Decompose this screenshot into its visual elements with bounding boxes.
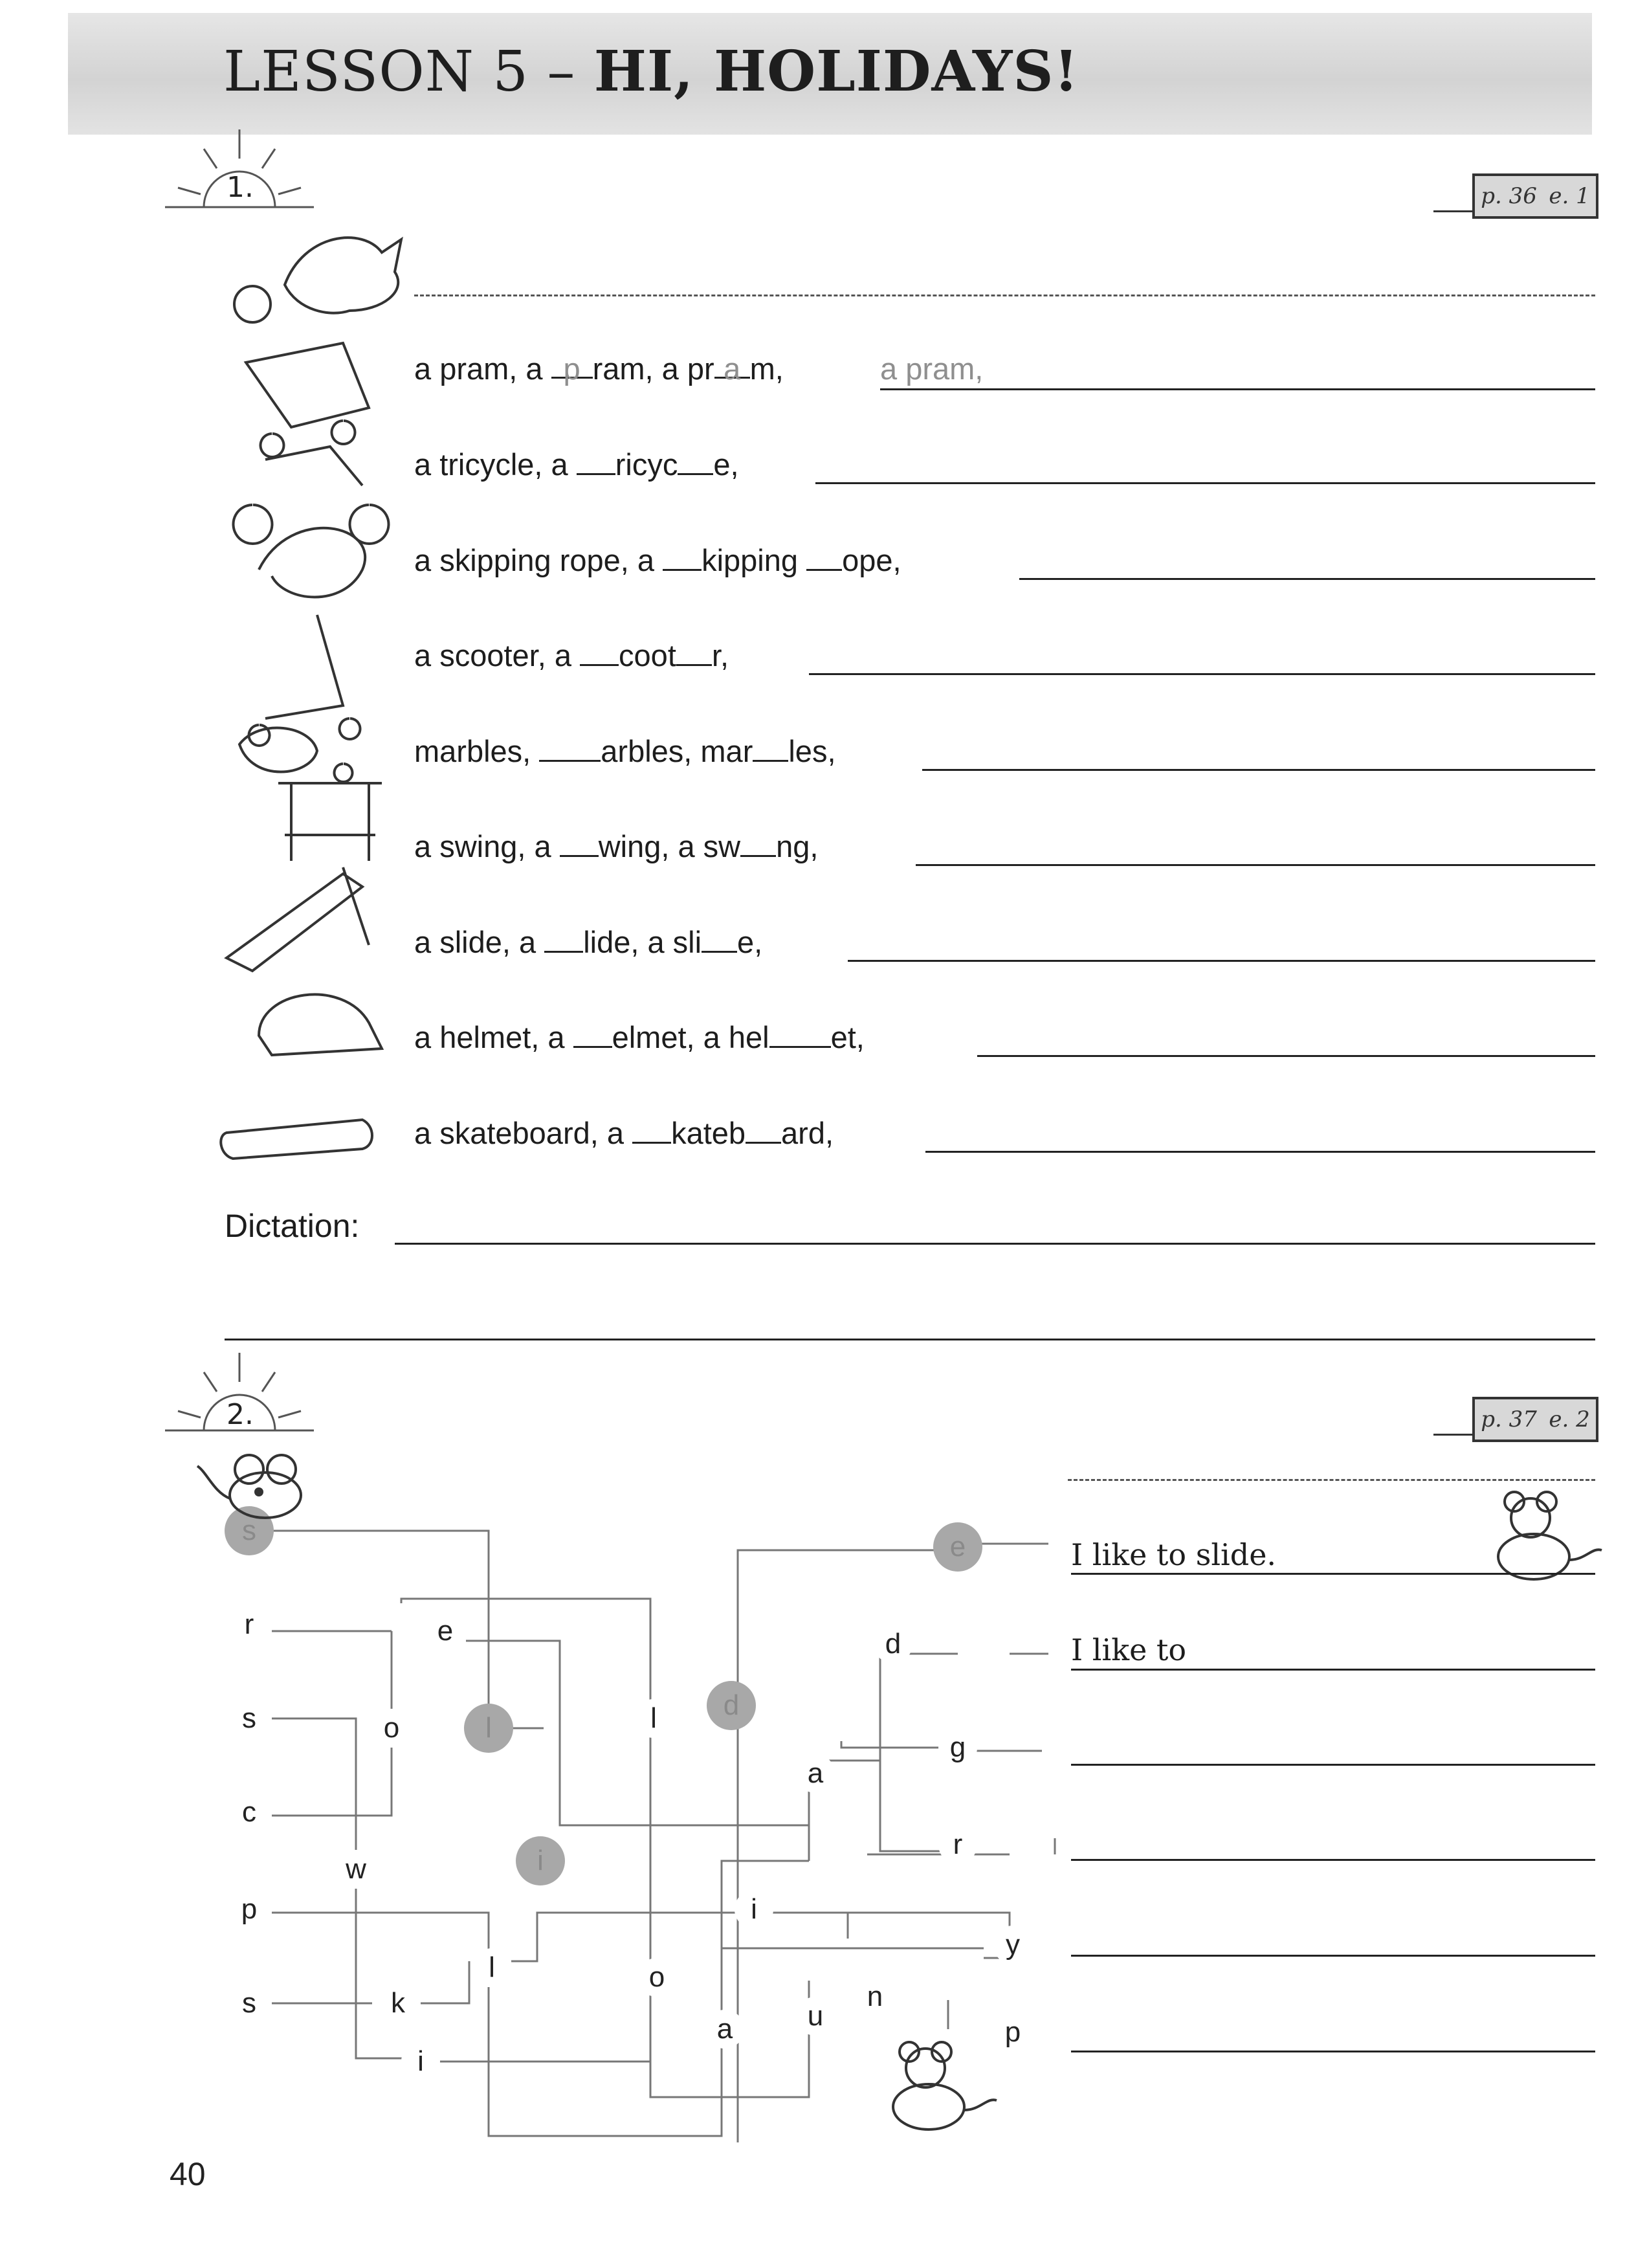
maze-letter: s <box>230 1699 269 1738</box>
title-main: HI, HOLIDAYS! <box>593 39 1079 104</box>
maze-letter: o <box>637 1958 676 1997</box>
ref-2-page: p. 37 <box>1481 1406 1537 1432</box>
ex2-prompt-sentence: I like to <box>1071 1632 1187 1667</box>
ex1-row-3: a skipping rope, a kipping ope, <box>414 543 901 577</box>
ref-2-ex: e. 2 <box>1549 1406 1590 1432</box>
ex1-row-1-sample-answer: a pram, <box>880 351 984 386</box>
maze-letter: l <box>472 1948 511 1987</box>
ex1-row-9: a skateboard, a kateb ard, <box>414 1116 834 1150</box>
maze-letter-end: e <box>933 1522 982 1572</box>
maze-letter: l <box>634 1699 673 1738</box>
maze-letter: u <box>796 1997 835 2036</box>
exercise-2-number: 2. <box>227 1398 254 1431</box>
maze-letter: d <box>874 1625 912 1663</box>
title-lesson: LESSON 5 – <box>223 39 594 104</box>
maze-letter: r <box>230 1605 269 1644</box>
ex1-row-4: a scooter, a coot r, <box>414 638 729 673</box>
ex1-row-2: a tricycle, a ricyc e, <box>414 447 739 482</box>
ref-1-ex: e. 1 <box>1549 183 1590 209</box>
maze-letter: a <box>796 1754 835 1793</box>
answer-line[interactable] <box>1071 1859 1595 1861</box>
maze-letter: n <box>856 1977 894 2016</box>
mouse-sitting-icon <box>1482 1489 1605 1586</box>
maze-letter-path: l <box>464 1704 513 1753</box>
ex1-row-5: marbles, arbles, mar les, <box>414 734 836 768</box>
maze-letter: a <box>705 2010 744 2049</box>
exercise-1-number: 1. <box>227 171 254 204</box>
maze-letter: p <box>993 2013 1032 2052</box>
answer-line[interactable] <box>1071 1573 1595 1575</box>
maze-letter: c <box>230 1793 269 1832</box>
maze-letter: s <box>230 1984 269 2023</box>
maze-letter: e <box>426 1612 465 1651</box>
maze-letter: i <box>401 2042 440 2081</box>
blank[interactable]: p <box>551 351 593 379</box>
ref-1-page: p. 36 <box>1481 183 1537 209</box>
maze-letter: w <box>337 1850 375 1889</box>
ex1-row-8: a helmet, a elmet, a hel et, <box>414 1020 865 1054</box>
ex1-row-1: a pram, a p ram, a pr a m, <box>414 351 784 386</box>
maze-letter: g <box>938 1728 977 1767</box>
maze-letter-start: s <box>225 1506 274 1555</box>
ex1-row-7: a slide, a lide, a sli e, <box>414 925 763 959</box>
maze-letter-path: d <box>707 1681 756 1730</box>
maze-letter: o <box>372 1709 411 1748</box>
answer-line[interactable] <box>1071 1764 1595 1766</box>
ex1-row-6: a swing, a wing, a sw ng, <box>414 829 819 863</box>
mouse-icon <box>194 1447 324 1531</box>
maze-letter: k <box>379 1984 417 2023</box>
answer-line[interactable] <box>1071 1955 1595 1957</box>
answer-line[interactable] <box>1071 2051 1595 2052</box>
maze-letter: y <box>993 1926 1032 1964</box>
maze-letter-path: i <box>516 1836 565 1885</box>
ex2-example-sentence: I like to slide. <box>1071 1537 1277 1572</box>
page-number: 40 <box>170 2156 206 2192</box>
blank[interactable]: a <box>714 351 750 379</box>
mouse-sitting-icon <box>877 2039 1000 2136</box>
maze-letter: r <box>938 1825 977 1864</box>
answer-line[interactable] <box>1071 1669 1595 1671</box>
dictation-label: Dictation: <box>225 1208 360 1244</box>
maze-letter: i <box>735 1890 773 1929</box>
maze-letter: p <box>230 1890 269 1929</box>
